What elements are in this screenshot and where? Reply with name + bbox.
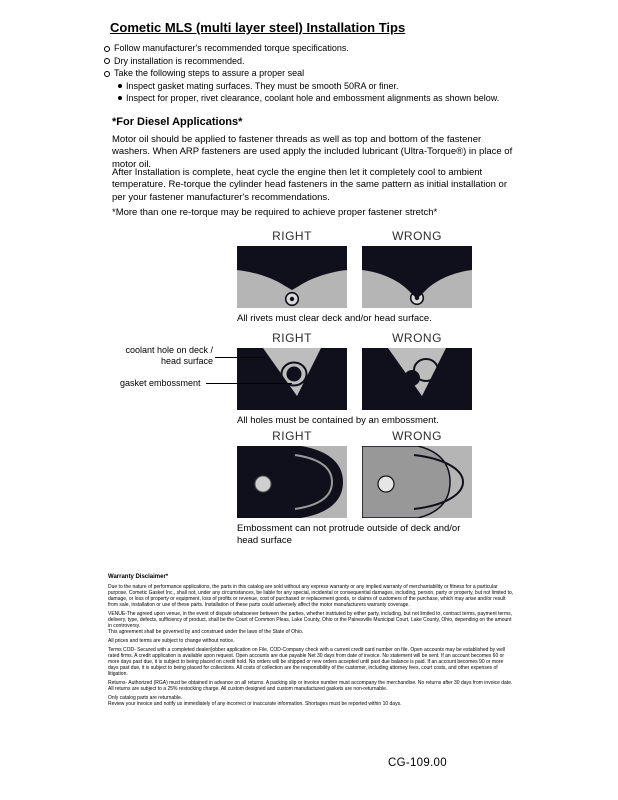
diagram-panels — [237, 446, 472, 518]
tip-text: Inspect for proper, rivet clearance, coolant hole and embossment alignments as shown below. — [126, 93, 500, 103]
tip-text: Take the following steps to assure a proper seal — [114, 68, 305, 78]
warranty-paragraph: Due to the nature of performance applications, the parts in this catalog are sold without any express warranty or any implied warranty of merchantability or fitness for a particular purpose. Cometic Gasket Inc., shall not, under any circumstances, be liable for any special, incidental or consequential damages, including, person, party or property, but not limited to, damage, or loss of property or equipment, loss of profits or revenue, cost of purchased or replacement goods, or claims of customers of the purchase, which may arise and/or result from sale, installation or use of these parts. Installation of these parts could adversely affect the motor manufacturers warranty coverage. — [108, 584, 514, 609]
diagram-row-holes — [237, 331, 472, 427]
tip-text: Follow manufacturer's recommended torque specifications. — [114, 43, 349, 53]
tip-text: Inspect gasket mating surfaces. They must be smooth 50RA or finer. — [126, 80, 399, 91]
wrong-label: WRONG — [392, 331, 442, 345]
tip-text: Dry installation is recommended. — [114, 55, 245, 66]
page-number: CG-109.00 — [388, 757, 447, 769]
warranty-paragraph: Returns- Authorized (RGA) must be obtained in advance on all returns. A packing slip or invoice number must accompany the merchandise. No returns after 30 days from invoice date. All returns are subject to a 25% restocking charge. All custom designed and custom manufactured gaskets are non-returnable. — [108, 680, 513, 693]
diagram-row-embossment — [237, 429, 472, 547]
warranty-heading: Warranty Disclaimer* — [108, 574, 169, 580]
dot-bullet-icon — [118, 96, 122, 100]
leader-line-icon — [215, 357, 265, 358]
rivet-wrong-diagram — [362, 246, 472, 308]
diagram-caption: All holes must be contained by an embossment. — [237, 415, 439, 426]
warranty-paragraph: VENUE-The agreed upon venue, in the event of dispute whatsoever between the parties, whether instituted by either party, including, but not limited to, contract terms, payment terms, delivery, type, defects, sufficiency of product, shall be the Court of Common Pleas, Lake County, Ohio or the Painesville Municipal Court, Lake County, Ohio, depending on the amount in controversy. — [108, 611, 513, 630]
diagram-panels — [237, 246, 472, 308]
diesel-applications-heading: *For Diesel Applications* — [112, 116, 243, 128]
list-item — [104, 56, 524, 67]
diagram-row-rivets — [237, 229, 472, 325]
warranty-paragraph: This agreement shall be governed by and construed under the laws of the State of Ohio. — [108, 629, 304, 636]
coolant-hole-label: coolant hole on deck / head surface — [125, 345, 213, 366]
diagram-caption: All rivets must clear deck and/or head surface. — [237, 313, 432, 324]
wrong-label: WRONG — [392, 429, 442, 443]
diagram-headers — [237, 229, 472, 243]
diagram-headers — [237, 429, 472, 443]
leader-line-icon — [206, 383, 292, 384]
coolant-wrong-diagram — [362, 348, 472, 410]
wrong-label: WRONG — [392, 229, 442, 243]
warranty-paragraph: All prices and terms are subject to change without notice. — [108, 638, 235, 645]
warranty-paragraph: Only catalog parts are returnable. — [108, 695, 183, 702]
list-item — [104, 43, 524, 54]
right-label: RIGHT — [272, 429, 312, 443]
warranty-paragraph: Review your invoice and notify us immediately of any incorrect or inaccurate information. Shortages must be reported within 10 days. — [108, 701, 402, 708]
page-title: Cometic MLS (multi layer steel) Installation Tips — [110, 20, 406, 35]
circle-bullet-icon — [104, 58, 110, 64]
rivet-right-diagram — [237, 246, 347, 308]
circle-bullet-icon — [104, 46, 110, 52]
tips-list — [104, 43, 524, 106]
diagram-panels — [237, 348, 472, 410]
diagram-caption: Embossment can not protrude outside of deck and/or head surface — [237, 523, 461, 546]
retorque-note: *More than one re-torque may be required to achieve proper fastener stretch* — [112, 207, 438, 218]
list-item — [118, 81, 524, 92]
embossment-right-diagram — [237, 446, 347, 518]
right-label: RIGHT — [272, 229, 312, 243]
warranty-paragraph: Terms COD- Secured with a completed dealer/jobber application on File, COD-Company check with a current credit card number on file. Open accounts may be established by well rated firms. A credit application is available upon request. Open accounts are due payable Net 30 days from date of invoice. No statement will be sent. If an account becomes 60 or more days past due, it is subject to being placed on credit hold. No orders will be shipped or new orders accepted until past due balance is paid. If an account becomes 90 or more days past due, it is subject to being placed for collections. All costs of collection are the responsibility of the customer, including attorney fees, court costs, and other expenses of litigation. — [108, 647, 506, 678]
diesel-paragraph-2: After Installation is complete, heat cycle the engine then let it completely cool to ambient temperature. Re-torque the cylinder head fasteners in the same pattern as initial installation or per your fastener manufacturer's recommendations. — [112, 167, 507, 203]
gasket-embossment-label: gasket embossment — [120, 378, 201, 388]
right-label: RIGHT — [272, 331, 312, 345]
circle-bullet-icon — [104, 71, 110, 77]
diagram-headers — [237, 331, 472, 345]
list-item — [104, 68, 524, 79]
embossment-wrong-diagram — [362, 446, 472, 518]
diesel-paragraph-1: Motor oil should be applied to fastener threads as well as top and bottom of the fastener washers. When ARP fasteners are used apply the included lubricant (Ultra-Torque®) in place of motor oil. — [112, 134, 513, 170]
dot-bullet-icon — [118, 84, 122, 88]
warranty-section — [108, 574, 515, 710]
list-item — [118, 93, 524, 104]
